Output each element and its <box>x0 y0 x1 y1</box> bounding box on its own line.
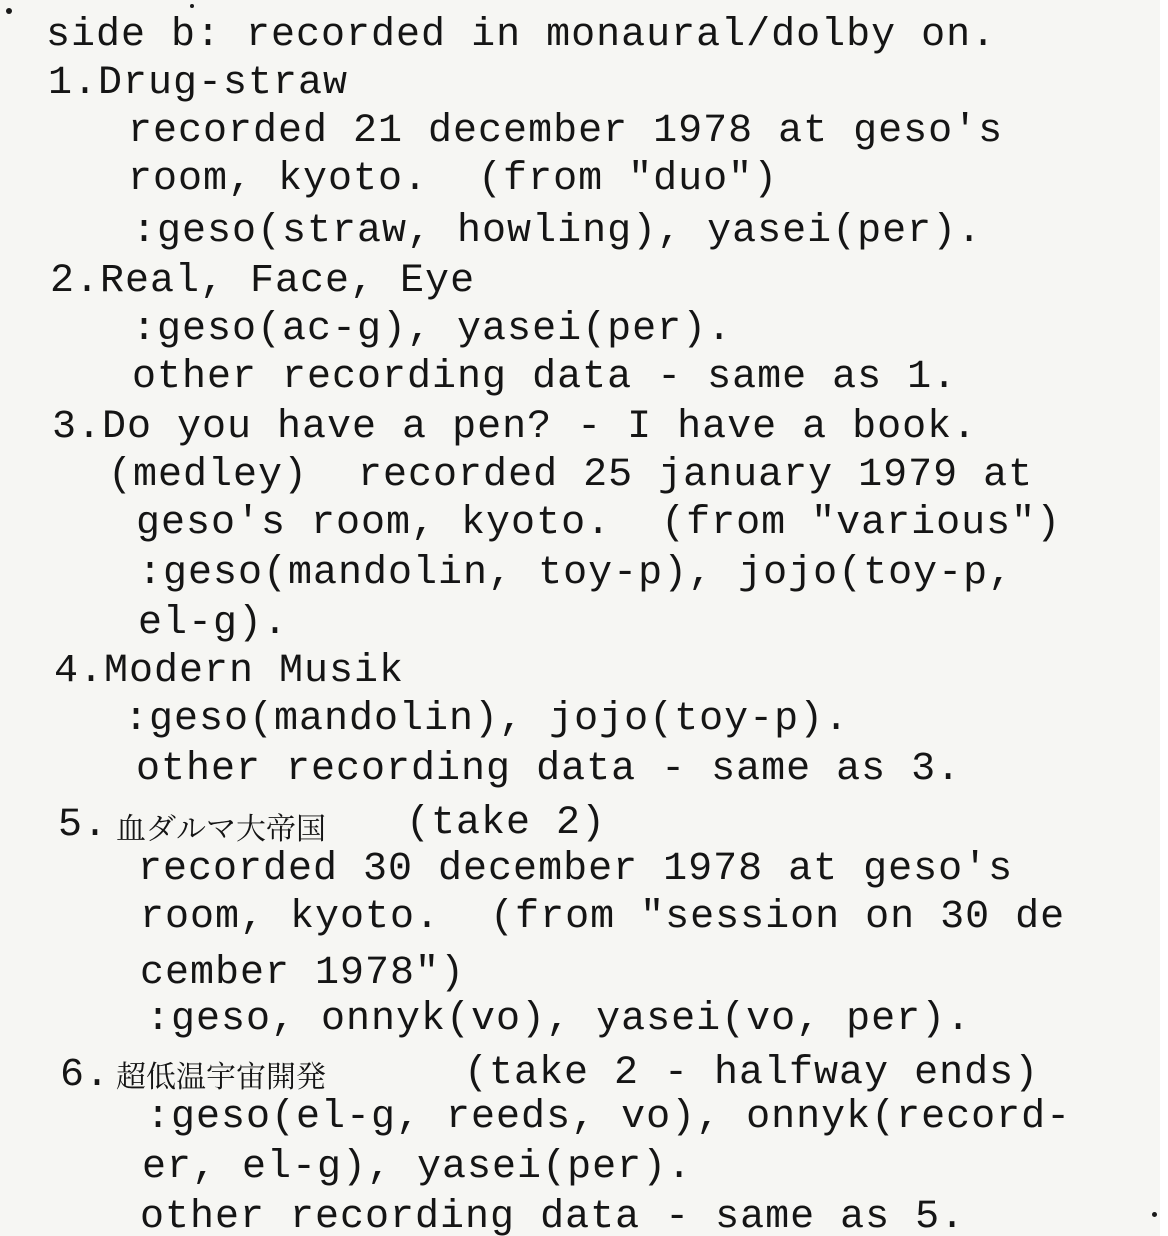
track-5-line-1: recorded 30 december 1978 at geso's <box>138 847 1014 892</box>
track-5-line-4: :geso, onnyk(vo), yasei(vo, per). <box>146 997 972 1042</box>
side-b-header: side b: recorded in monaural/dolby on. <box>46 13 997 58</box>
track-3-line-4: el-g). <box>138 601 289 646</box>
paper-edge <box>1160 0 1168 1236</box>
track-1-line-1: recorded 21 december 1978 at geso's <box>128 109 1004 154</box>
track-4-line-1: :geso(mandolin), jojo(toy-p). <box>124 697 850 742</box>
scan-speckle <box>190 4 194 8</box>
track-6-title-suffix: (take 2 - halfway ends) <box>464 1051 1040 1096</box>
track-3-line-1: (medley) recorded 25 january 1979 at <box>108 453 1034 498</box>
track-6-number: 6. <box>60 1053 111 1098</box>
track-3-title: 3.Do you have a pen? - I have a book. <box>52 405 978 450</box>
track-4-title: 4.Modern Musik <box>54 649 405 694</box>
track-5-title-suffix: (take 2) <box>406 801 607 846</box>
track-3-line-3: :geso(mandolin, toy-p), jojo(toy-p, <box>138 551 1014 596</box>
track-6-line-1: :geso(el-g, reeds, vo), onnyk(record- <box>146 1095 1072 1140</box>
track-3-line-2: geso's room, kyoto. (from "various") <box>136 501 1062 546</box>
track-2-line-1: :geso(ac-g), yasei(per). <box>132 307 733 352</box>
track-5-handwritten-title: 血ダルマ大帝国 <box>116 812 326 847</box>
track-6-line-3: other recording data - same as 5. <box>140 1195 966 1236</box>
track-5-line-2: room, kyoto. (from "session on 30 de <box>140 895 1066 940</box>
scan-speckle <box>1152 1212 1157 1217</box>
track-2-line-2: other recording data - same as 1. <box>132 355 958 400</box>
track-6-handwritten-title: 超低温宇宙開発 <box>116 1060 326 1095</box>
track-2-title: 2.Real, Face, Eye <box>50 259 476 304</box>
track-1-title: 1.Drug-straw <box>48 61 349 106</box>
track-5-line-3: cember 1978") <box>140 951 466 996</box>
track-1-line-2: room, kyoto. (from "duo") <box>128 157 779 202</box>
track-6-line-2: er, el-g), yasei(per). <box>142 1145 693 1190</box>
track-1-line-3: :geso(straw, howling), yasei(per). <box>132 209 983 254</box>
scan-speckle <box>6 8 12 14</box>
track-5-number: 5. <box>58 803 109 848</box>
track-4-line-2: other recording data - same as 3. <box>136 747 962 792</box>
